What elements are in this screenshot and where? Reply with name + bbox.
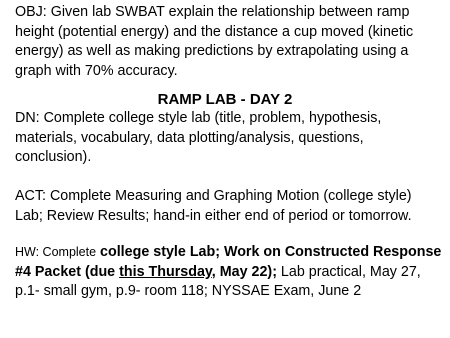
activity-text: ACT: Complete Measuring and Graphing Motion (college style) Lab; Review Results; hand-in either end of period or tomorrow. bbox=[15, 188, 412, 224]
homework-complete: Complete bbox=[42, 245, 97, 259]
objective-text: OBJ: Given lab SWBAT explain the relationship between ramp height (potential energy) and the distance a cup moved (kinetic energy) as well as making predictions by extrapolating using a graph with 70% accuracy. bbox=[15, 4, 414, 79]
homework-rest: Lab practical, May 27, p.1- small gym, p.9- room 118; NYSSAE Exam, June 2 bbox=[15, 263, 421, 300]
homework-bold-part-2: , May 22); bbox=[211, 263, 281, 280]
homework-text bbox=[15, 243, 443, 302]
slide-title: RAMP LAB - DAY 2 bbox=[157, 91, 293, 108]
homework-bold-part-1: college style Lab; Work on Constructed Response #4 Packet (due bbox=[15, 244, 442, 280]
do-now-text: DN: Complete college style lab (title, problem, hypothesis, materials, vocabulary, data plotting/analysis, questions, conclusion). bbox=[15, 110, 382, 166]
homework-label: HW: bbox=[15, 245, 43, 259]
homework-due-date: this Thursday bbox=[119, 263, 212, 280]
